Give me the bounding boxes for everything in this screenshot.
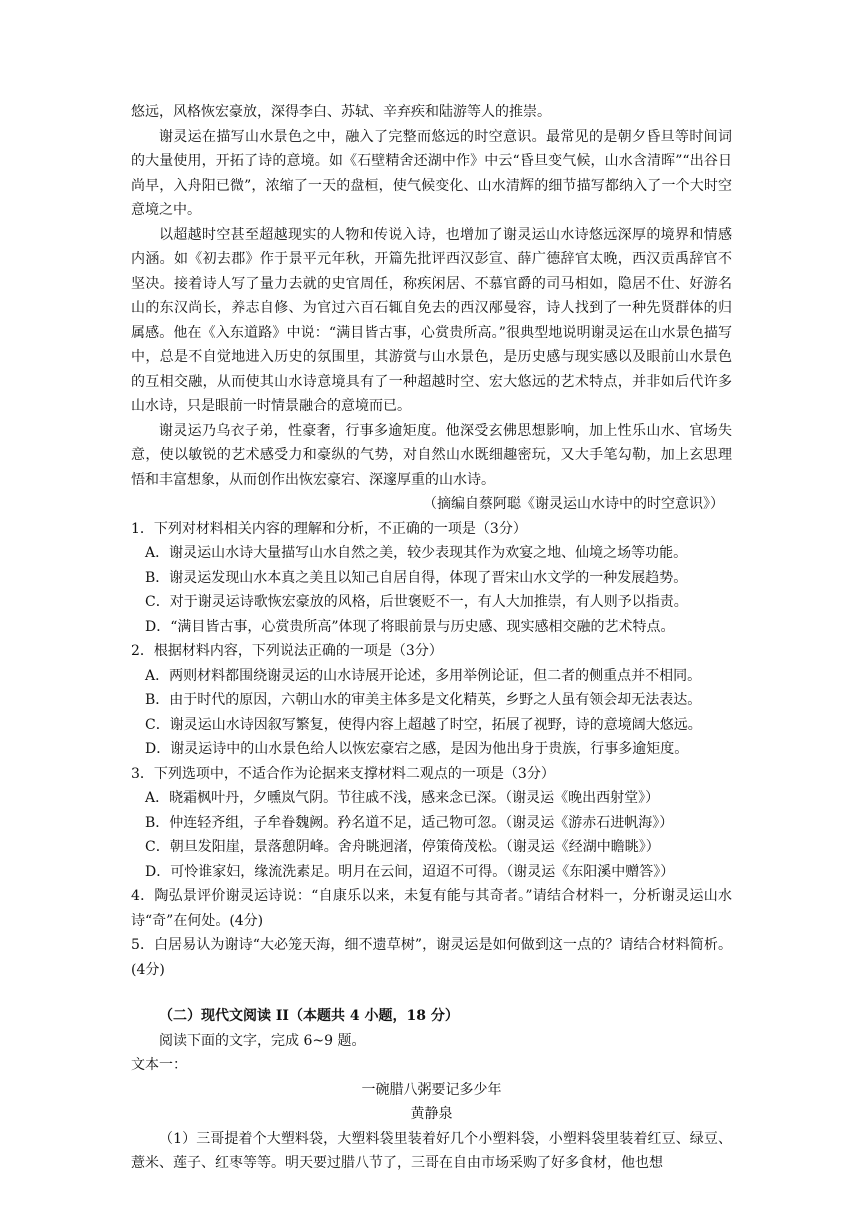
question-option: D．“满目皆古事，心赏贵所高”体现了将眼前景与历史感、现实感相交融的艺术特点。 bbox=[145, 618, 675, 635]
section-2-heading: （二）现代文阅读 II（本题共 4 小题，18 分） bbox=[159, 1008, 459, 1024]
question-option: B．仲连轻齐组，子牟眷魏阙。矜名道不足，适己物可忽。（谢灵运《游赤石进帆海》） bbox=[145, 814, 674, 831]
material-paragraph-2: 以超越时空甚至超越现实的人物和传说入诗，也增加了谢灵运山水诗悠远深厚的境界和情感内涵。如《初去郡》作于景平元年秋，开篇先批评西汉彭宣、薛广德辞官太晚，西汉贡禹辞官不坚决。接着诗人写了量力去就的史官周任，称疾闲居、不慕官爵的司马相如，隐居不仕、好游名山的东汉尚长，养志自修、为官过六百石辄自免去的西汉邴曼容，诗人找到了一种先贤群体的归属感。他在《入东道路》中说：“满目皆古事，心赏贵所高。”很典型地说明谢灵运在山水景色描写中，总是不自觉地进入历史的氛围里，其游赏与山水景色，是历史感与现实感以及眼前山水景色的互相交融，从而使其山水诗意境具有了一种超越时空、宏大悠远的艺术特点，并非如后代许多山水诗，只是眼前一时情景融合的意境而已。 bbox=[131, 226, 732, 414]
question-option: B．由于时代的原因，六朝山水的审美主体多是文化精英，乡野之人虽有领会却无法表达。 bbox=[145, 692, 702, 708]
question-stem: 2．根据材料内容，下列说法正确的一项是（3分） bbox=[131, 643, 443, 659]
question-5-stem: 5．白居易认为谢诗“大必笼天海，细不遗草树”，谢灵运是如何做到这一点的？请结合材料简析。(4分) bbox=[131, 937, 732, 978]
question-4-stem: 4．陶弘景评价谢灵运诗说：“自康乐以来，未复有能与其奇者。”请结合材料一，分析谢灵运山水诗“奇”在何处。(4分) bbox=[131, 888, 732, 929]
article-paragraph-1: （1）三哥提着个大塑料袋，大塑料袋里装着好几个小塑料袋，小塑料袋里装着红豆、绿豆、薏米、莲子、红枣等等。明天要过腊八节了，三哥在自由市场采购了好多食材，他也想 bbox=[131, 1130, 732, 1171]
question-2 bbox=[131, 639, 732, 762]
material-source: （摘编自蔡阿聪《谢灵运山水诗中的时空意识》） bbox=[423, 496, 724, 512]
section-2-instruction: 阅读下面的文字，完成 6~9 题。 bbox=[159, 1032, 366, 1049]
question-3 bbox=[131, 762, 732, 885]
material-paragraph-3: 谢灵运乃乌衣子弟，性豪奢，行事多逾矩度。他深受玄佛思想影响，加上性乐山水、官场失意，使以敏锐的艺术感受力和豪纵的气势，对自然山水既细趣密玩，又大手笔勾勒，加上玄思理悟和丰富想象，从而创作出恢宏豪宕、深邃厚重的山水诗。 bbox=[131, 422, 732, 488]
question-option: C．谢灵运山水诗因叙写繁复，使得内容上超越了时空，拓展了视野，诗的意境阔大悠远。 bbox=[145, 716, 702, 733]
question-option: D．谢灵运诗中的山水景色给人以恢宏豪宕之感，是因为他出身于贵族，行事多逾矩度。 bbox=[145, 741, 689, 757]
question-1 bbox=[131, 517, 732, 640]
article-author: 黄静泉 bbox=[410, 1106, 453, 1122]
question-option: C．对于谢灵运诗歌恢宏豪放的风格，后世褒贬不一，有人大加推崇，有人则予以指责。 bbox=[145, 594, 688, 610]
question-option: A．两则材料都围绕谢灵运的山水诗展开论述，多用举例论证，但二者的侧重点并不相同。 bbox=[145, 667, 702, 684]
question-option: A．谢灵运山水诗大量描写山水自然之美，较少表现其作为欢宴之地、仙境之场等功能。 bbox=[145, 545, 688, 561]
article-title: 一碗腊八粥要记多少年 bbox=[361, 1081, 502, 1098]
question-stem: 3．下列选项中，不适合作为论据来支撑材料二观点的一项是（3分） bbox=[131, 765, 555, 782]
text-label: 文本一： bbox=[131, 1057, 187, 1073]
question-option: B．谢灵运发现山水本真之美且以知己自居自得，体现了晋宋山水文学的一种发展趋势。 bbox=[145, 569, 688, 586]
question-option: A．晓霜枫叶丹，夕曛岚气阴。节往戚不浅，感来念已深。（谢灵运《晚出西射堂》） bbox=[145, 790, 660, 806]
question-option: C．朝旦发阳崖，景落憩阴峰。舍舟眺迥渚，停策倚茂松。（谢灵运《经湖中瞻眺》） bbox=[145, 839, 660, 855]
question-option: D．可怜谁家妇，缘流洗素足。明月在云间，迢迢不可得。（谢灵运《东阳溪中赠答》） bbox=[145, 863, 675, 880]
material-paragraph-0: 悠远，风格恢宏豪放，深得李白、苏轼、辛弃疾和陆游等人的推崇。 bbox=[131, 104, 551, 120]
question-stem: 1．下列对材料相关内容的理解和分析，不正确的一项是（3分） bbox=[131, 520, 527, 537]
material-paragraph-1: 谢灵运在描写山水景色之中，融入了完整而悠远的时空意识。最常见的是朝夕昏旦等时间词的大量使用，开拓了诗的意境。如《石壁精舍还湖中作》中云“昏旦变气候，山水含清晖”“出谷日尚早，入舟阳已微”，浓缩了一天的盘桓，使气候变化、山水清辉的细节描写都纳入了一个大时空意境之中。 bbox=[131, 128, 732, 218]
